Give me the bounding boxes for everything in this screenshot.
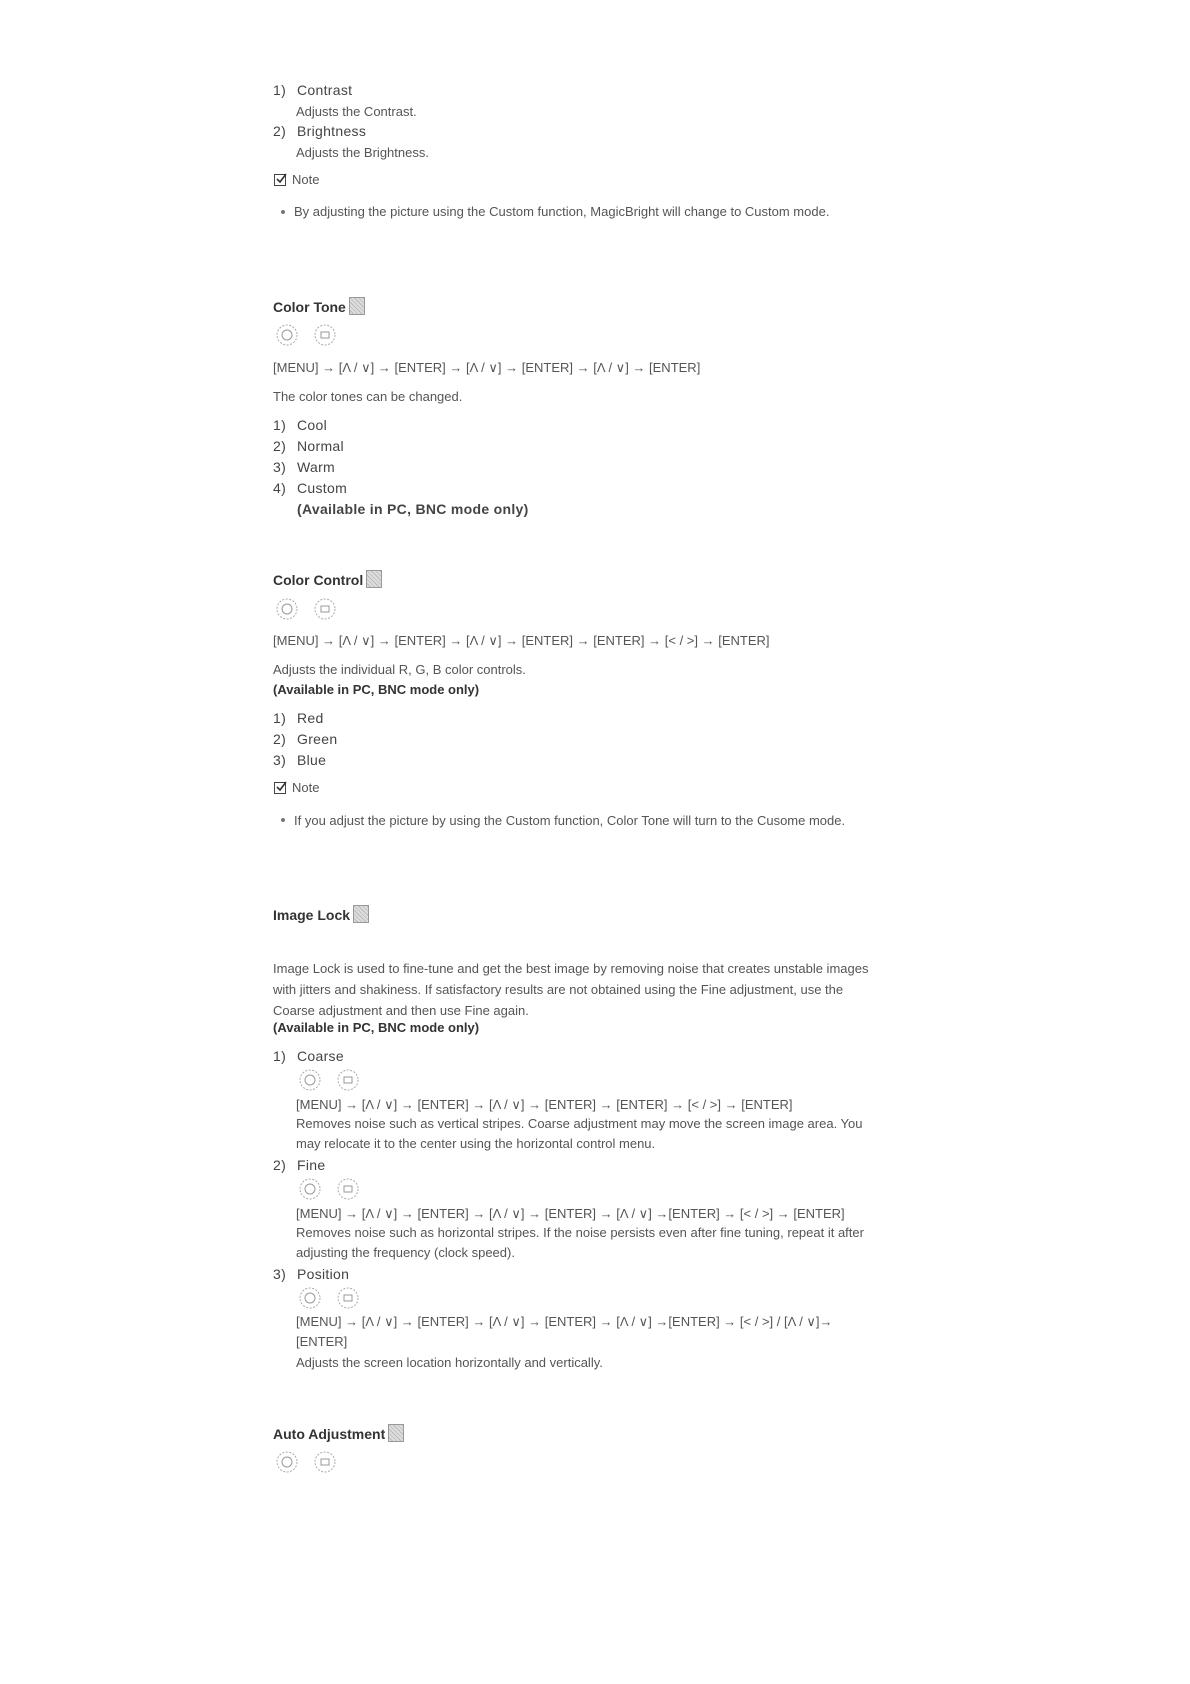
note-text: By adjusting the picture using the Custom function, MagicBright will change to Custom mode. (294, 204, 830, 219)
list-item (273, 480, 347, 496)
item-label: Position (297, 1266, 350, 1282)
availability-note: (Available in PC, BNC mode only) (273, 1020, 480, 1035)
menu-path: [MENU] → [Λ / ∨] → [ENTER] → [Λ / ∨] → [ENTER] → [ENTER] → [< / >] → [ENTER] (273, 633, 770, 648)
item-number: 3) (273, 1266, 287, 1282)
item-number: 1) (273, 1048, 287, 1064)
note-text: If you adjust the picture by using the Custom function, Color Tone will turn to the Cusome mode. (294, 813, 846, 828)
item-label: Green (297, 731, 338, 747)
source-button-icon (277, 1452, 297, 1472)
item-label: Normal (297, 438, 344, 454)
menu-button-icon (315, 599, 335, 619)
item-label: Cool (297, 417, 327, 433)
menu-button-icon (338, 1070, 358, 1090)
remote-buttons (296, 1285, 366, 1311)
list-item (273, 82, 352, 98)
bullet-icon (281, 818, 285, 822)
section-title-text: Color Tone (273, 299, 346, 315)
item-description: Adjusts the screen location horizontally and vertically. (296, 1355, 603, 1370)
menu-button-icon (338, 1288, 358, 1308)
section-title-image-lock (273, 905, 369, 923)
item-label: Custom (297, 480, 348, 496)
thumbnail-icon (388, 1424, 404, 1442)
item-number: 3) (273, 459, 287, 475)
section-title-color-tone (273, 297, 365, 315)
menu-path: [MENU] → [Λ / ∨] → [ENTER] → [Λ / ∨] → [ENTER] → [Λ / ∨] → [ENTER] (273, 360, 701, 375)
item-description: Removes noise such as horizontal stripes. If the noise persists even after fine tuning, repeat it after adjusting the frequency (clock speed). (296, 1225, 864, 1260)
section-title-text: Image Lock (273, 907, 351, 923)
item-description: Adjusts the Contrast. (296, 104, 417, 119)
remote-buttons (296, 1067, 366, 1093)
menu-path: [MENU] → [Λ / ∨] → [ENTER] → [Λ / ∨] → [ENTER] → [ENTER] → [< / >] → [ENTER] (296, 1097, 793, 1112)
note-label: Note (292, 780, 320, 795)
section-title-color-control (273, 570, 382, 588)
item-label: Blue (297, 752, 327, 768)
availability-note: (Available in PC, BNC mode only) (273, 682, 480, 697)
remote-buttons (273, 596, 343, 622)
item-number: 1) (273, 710, 287, 726)
bullet-icon (281, 210, 285, 214)
menu-path: [MENU] → [Λ / ∨] → [ENTER] → [Λ / ∨] → [ENTER] → [Λ / ∨] →[ENTER] → [< / >] → [ENTER] (296, 1206, 845, 1221)
section-description: The color tones can be changed. (273, 389, 463, 404)
list-item (273, 1048, 344, 1064)
menu-button-icon (338, 1179, 358, 1199)
note-label: Note (292, 172, 320, 187)
source-button-icon (277, 325, 297, 345)
item-label: Red (297, 710, 324, 726)
list-item (273, 1157, 325, 1173)
list-item (273, 710, 324, 726)
list-item (273, 417, 327, 433)
thumbnail-icon (349, 297, 365, 315)
menu-path: [MENU] → [Λ / ∨] → [ENTER] → [Λ / ∨] → [ENTER] → [Λ / ∨] →[ENTER] → [< / >] / [Λ / ∨]→ [ENTER] (296, 1314, 833, 1349)
thumbnail-icon (353, 905, 369, 923)
item-description: Removes noise such as vertical stripes. Coarse adjustment may move the screen image area. You may relocate it to the center using the horizontal control menu. (296, 1116, 863, 1151)
item-description: Adjusts the Brightness. (296, 145, 429, 160)
item-label: Warm (297, 459, 336, 475)
item-number: 1) (273, 82, 287, 98)
source-button-icon (277, 599, 297, 619)
thumbnail-icon (366, 570, 382, 588)
list-item (273, 752, 326, 768)
item-number: 1) (273, 417, 287, 433)
remote-buttons (296, 1176, 366, 1202)
list-item (273, 731, 337, 747)
list-item (273, 459, 335, 475)
source-button-icon (300, 1070, 320, 1090)
item-number: 4) (273, 480, 287, 496)
checkbox-icon (274, 782, 286, 794)
item-number: 2) (273, 1157, 287, 1173)
list-item (273, 1266, 349, 1282)
section-description: Image Lock is used to fine-tune and get the best image by removing noise that creates unstable images with jitters and shakiness. If satisfactory results are not obtained using the Fine adjustment, use the Coarse adjustment and then use Fine again. (273, 961, 869, 1018)
item-label: Coarse (297, 1048, 344, 1064)
list-item (273, 123, 366, 139)
remote-buttons (273, 322, 343, 348)
item-number: 2) (273, 731, 287, 747)
checkbox-icon (274, 174, 286, 186)
item-number: 2) (273, 123, 287, 139)
source-button-icon (300, 1288, 320, 1308)
source-button-icon (300, 1179, 320, 1199)
menu-button-icon (315, 1452, 335, 1472)
remote-buttons (273, 1449, 343, 1475)
section-title-text: Color Control (273, 572, 364, 588)
item-number: 3) (273, 752, 287, 768)
availability-note: (Available in PC, BNC mode only) (297, 501, 529, 517)
list-item (273, 438, 344, 454)
section-title-auto-adjustment (273, 1424, 404, 1442)
item-label: Fine (297, 1157, 326, 1173)
menu-button-icon (315, 325, 335, 345)
section-description: Adjusts the individual R, G, B color controls. (273, 662, 526, 677)
item-label: Contrast (297, 82, 353, 98)
item-label: Brightness (297, 123, 367, 139)
item-number: 2) (273, 438, 287, 454)
section-title-text: Auto Adjustment (273, 1426, 386, 1442)
